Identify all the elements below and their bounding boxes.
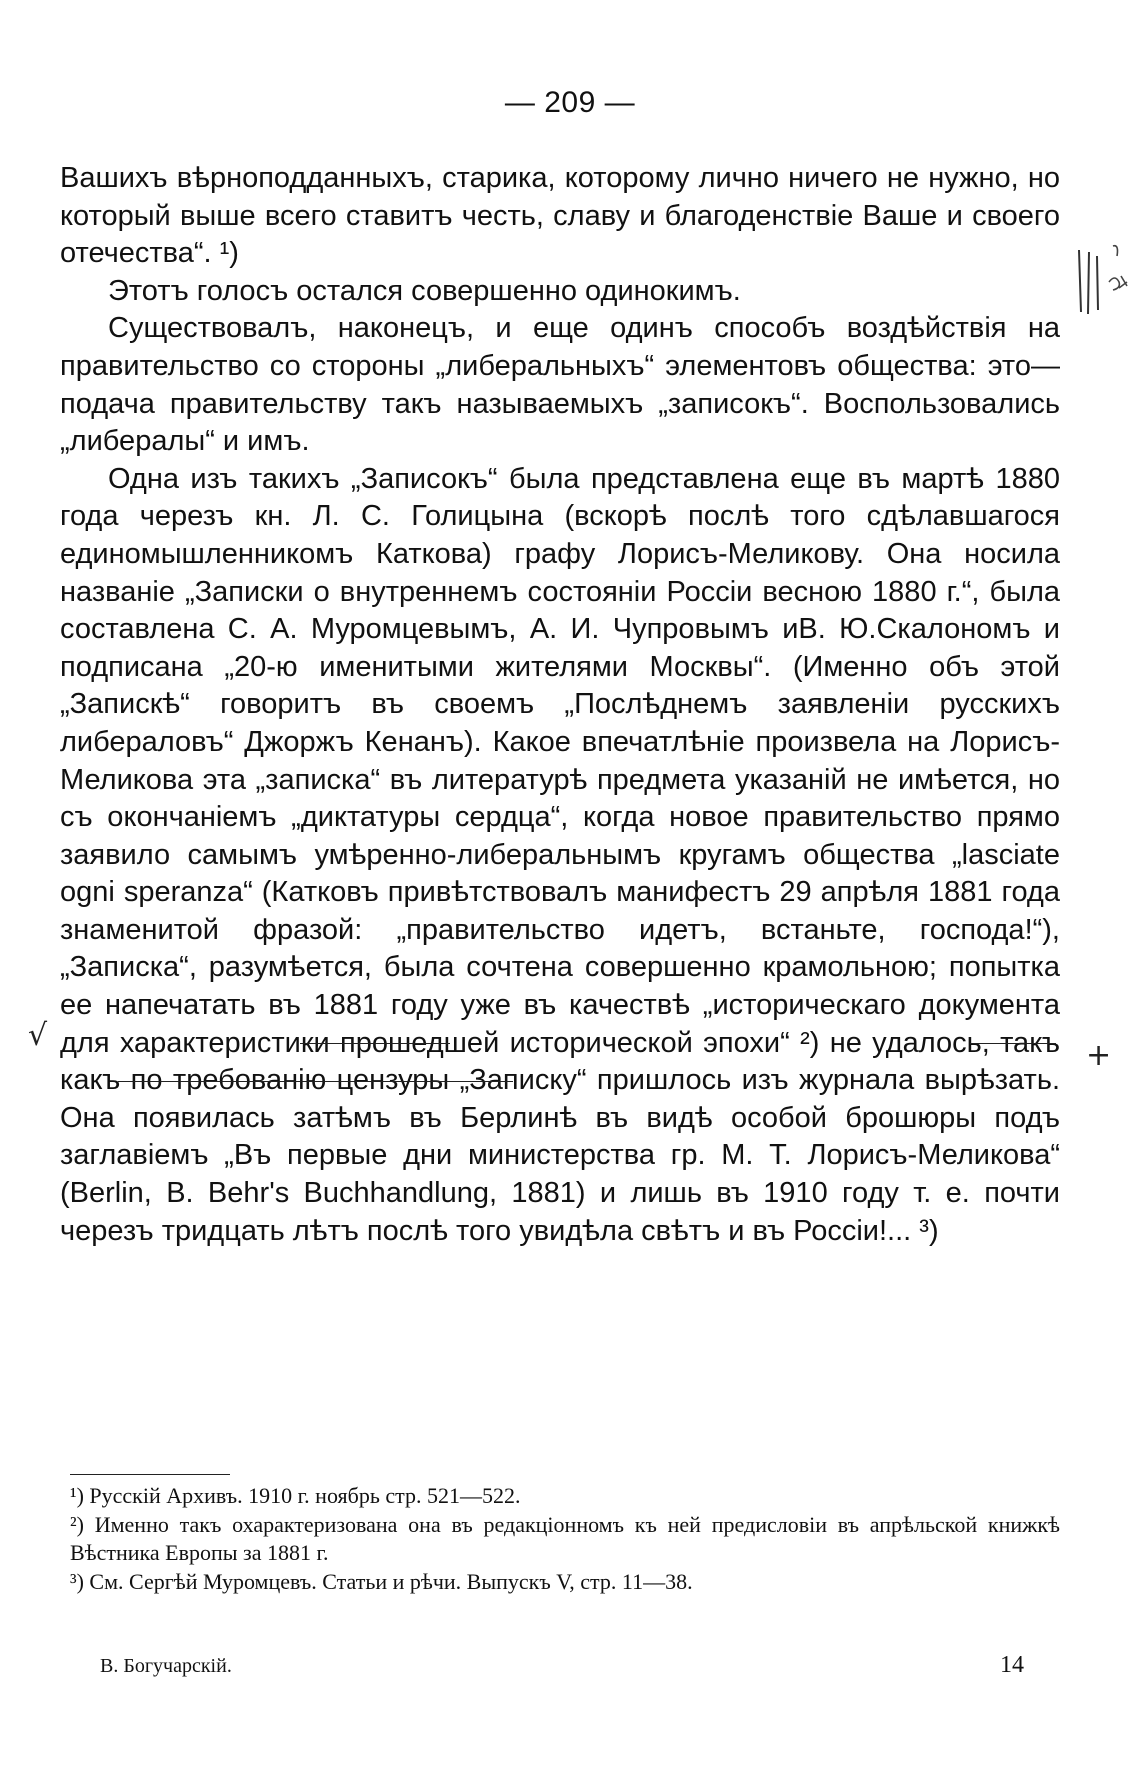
- paragraph-continuation: Вашихъ вѣрноподданныхъ, старика, которому лично ничего не нужно, но который выше всего ставитъ честь, славу и благоденствіе Ваше и своего отечества“. ¹): [60, 162, 1060, 270]
- pencil-underline: [300, 1043, 450, 1044]
- footnote: ²) Именно такъ охарактеризована она въ редакціонномъ къ ней предисловіи въ апрѣльской книжкѣ Вѣстника Европы за 1881 г.: [70, 1511, 1060, 1565]
- margin-scrawl-icon: [1073, 242, 1133, 322]
- paragraph: Одна изъ такихъ „Записокъ“ была представлена еще въ мартѣ 1880 года черезъ кн. Л. С. Голицына (вскорѣ послѣ того сдѣлавшагося единомышленникомъ Каткова) графу Лорисъ-Меликову. Она носила названіе „Записки о внутреннемъ состояніи Россіи весною 1880 г.“, была составлена С. А. Муромцевымъ, А. И. Чупровымъ иВ. Ю.Скалономъ и подписана „20-ю именитыми жителями Москвы“. (Именно объ этой „Запискѣ“ говоритъ въ своемъ „Послѣднемъ заявленіи русскихъ либераловъ“ Джоржъ Кенанъ). Какое впечатлѣніе произвела на Лорисъ-Меликова эта „записка“ въ литературѣ предмета указаній не имѣется, но съ окончаніемъ „диктатуры сердца“, когда новое правительство прямо заявило самымъ умѣренно-либеральнымъ кругамъ общества „lasciate ogni speranza“ (Катковъ привѣтствовалъ манифестъ 29 апрѣля 1881 года знаменитой фразой: „правительство идетъ, встаньте, господа!“), „Записка“, разумѣется, была сочтена совершенно крамольною; попытка ее напечатать въ 1881 году уже въ качествѣ „историческаго документа для характеристики прошедшей исторической эпохи“ ²) не удалось, такъ какъ по требованію цензуры „Записку“ пришлось изъ журнала вырѣзать. Она появилась затѣмъ въ Берлинѣ въ видѣ особой брошюры подъ заглавіемъ „Въ первые дни министерства гр. М. Т. Лорисъ-Меликова“ (Berlin, B. Behr's Buchhandlung, 1881) и лишь въ 1910 году т. е. почти черезъ тридцать лѣтъ послѣ того увидѣла свѣтъ и въ Россіи!... ³): [60, 462, 1060, 1247]
- sheet-number: 14: [1000, 1652, 1024, 1678]
- pencil-underline: [970, 1043, 1056, 1044]
- footnote: ³) См. Сергѣй Муромцевъ. Статьи и рѣчи. Выпускъ V, стр. 11—38.: [70, 1568, 693, 1594]
- page-number: — 209 —: [504, 86, 636, 119]
- pencil-underline: [118, 1081, 513, 1082]
- footnotes: [70, 1482, 1060, 1596]
- footnote: ¹) Русскій Архивъ. 1910 г. ноябрь стр. 521—522.: [70, 1483, 521, 1508]
- checkmark-annotation: √: [28, 1018, 48, 1053]
- printer-signature: В. Богучарскій.: [100, 1655, 232, 1677]
- plus-annotation: +: [1086, 1038, 1112, 1073]
- paragraph: Этотъ голосъ остался совершенно одинокимъ.: [108, 274, 741, 307]
- body-text: [60, 160, 1060, 1250]
- paragraph: Существовалъ, наконецъ, и еще одинъ способъ воздѣйствія на правительство со стороны „либеральныхъ“ элементовъ общества: это—подача правительству такъ называемыхъ „записокъ“. Воспользовались „либералы“ и имъ.: [60, 312, 1060, 458]
- footnote-divider: [70, 1474, 230, 1475]
